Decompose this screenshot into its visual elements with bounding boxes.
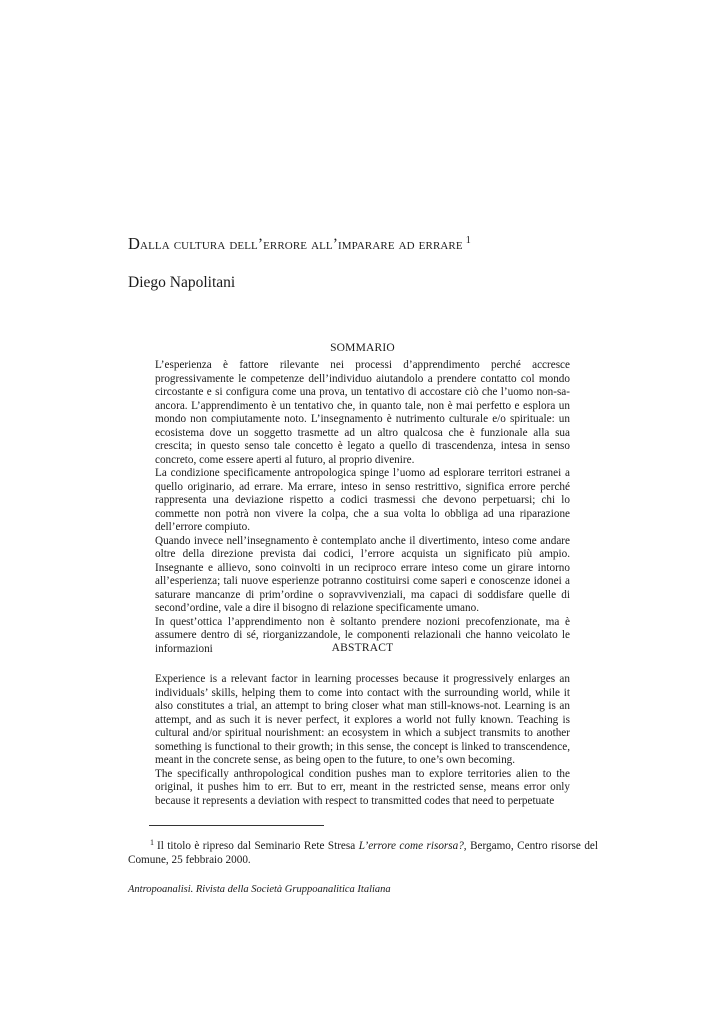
footnote-seminar-title: L’errore come risorsa?, bbox=[358, 840, 467, 852]
abstract-heading: ABSTRACT bbox=[331, 642, 394, 654]
author-name: Diego Napolitani bbox=[128, 274, 236, 291]
abstract-paragraph: Experience is a relevant factor in learning processes because it progressively enlarges an individuals’ skills, helping them to come into contact with the surrounding world, while it also constitutes a trial, an attempt to bring closer what man still-knows-not. Learning is an attempt, and as such it is never perfect, it explores a world not fully known. Teaching is cultural and/or spiritual nourishment: an ecosystem in which a subject transmits to another something is functional to their growth; in this sense, the concept is linked to transcendence, meant in the concrete sense, as being open to the future, to one’s own becoming. bbox=[155, 673, 570, 766]
title-initial: D bbox=[128, 234, 141, 253]
sommario-paragraph: La condizione specificamente antropologica spinge l’uomo ad esplorare territori estranei a quello originario, ad errare. Ma errare, inteso in senso restrittivo, significa errore perché rappresenta una deviazione rispetto a codici trasmessi che devono perpetuarsi; chi lo commette non potrà non vivere la colpa, che a sua volta lo obbliga ad una riparazione dell’errore compiuto. bbox=[155, 467, 570, 533]
sommario-paragraph: Quando invece nell’insegnamento è contemplato anche il divertimento, inteso come andare oltre della direzione prevista dai codici, l’errore acquista un significato più ampio. Insegnante e allievo, sono coinvolti in un reciproco errare inteso come un girare intorno all’esperienza; tali nuove esperienze potranno costituirsi come saperi e conoscenze idonei a saturare mancanze di prim’ordine o sopravvivenziali, ma capaci di soddisfare quelle di second’ordine, vale a dire il bisogno di relazione specificamente umano. bbox=[155, 534, 570, 614]
footnote-text-tail: Bergamo, Centro risorse del Comune, 25 febbraio 2000. bbox=[128, 840, 599, 866]
abstract-paragraph: The specifically anthropological condition pushes man to explore territories alien to the original, it pushes him to err. But to err, meant in the restricted sense, means error only because it represents a deviation with respect to transmitted codes that need to perpetuate bbox=[155, 767, 570, 807]
journal-footer: Antropoanalisi. Rivista della Società Gruppoanalitica Italiana bbox=[128, 884, 391, 895]
title-text: alla cultura dell’errore all’imparare ad errare bbox=[140, 236, 463, 253]
title-footnote-ref: 1 bbox=[465, 235, 471, 246]
sommario-heading: SOMMARIO bbox=[330, 342, 395, 354]
sommario-paragraph: L’esperienza è fattore rilevante nei processi d’apprendimento perché accresce progressivamente le competenze dell’individuo aiutandolo a prendere contatto col mondo circostante e si configura come una prova, un tentativo di accostare ciò che l’uomo non-sa-ancora. L’apprendimento è un tentativo che, in quanto tale, non è mai perfetto e esplora un mondo non compiutamente noto. L’insegnamento è nutrimento culturale e/o spirituale: un ecosistema dove un soggetto trasmette ad un altro qualcosa che è funzionale alla sua crescita; in questo senso tale concetto è legato a quello di trascendenza, intesa in senso concreto, come essere aperti al futuro, al proprio divenire. bbox=[155, 359, 570, 466]
sommario-body bbox=[155, 359, 570, 656]
footnote-number: 1 bbox=[150, 838, 154, 847]
footnote-divider bbox=[149, 825, 324, 826]
abstract-body bbox=[155, 673, 570, 808]
footnote-text: Il titolo è ripreso dal Seminario Rete Stresa bbox=[157, 840, 359, 852]
article-title bbox=[128, 234, 471, 254]
footnote bbox=[128, 836, 598, 867]
sommario-paragraph: In quest’ottica l’apprendimento non è soltanto prendere nozioni precofenzionate, ma è assumere dentro di sé, riorganizzandole, le componenti relazionali che hanno veicolato le informazioni bbox=[155, 615, 570, 655]
